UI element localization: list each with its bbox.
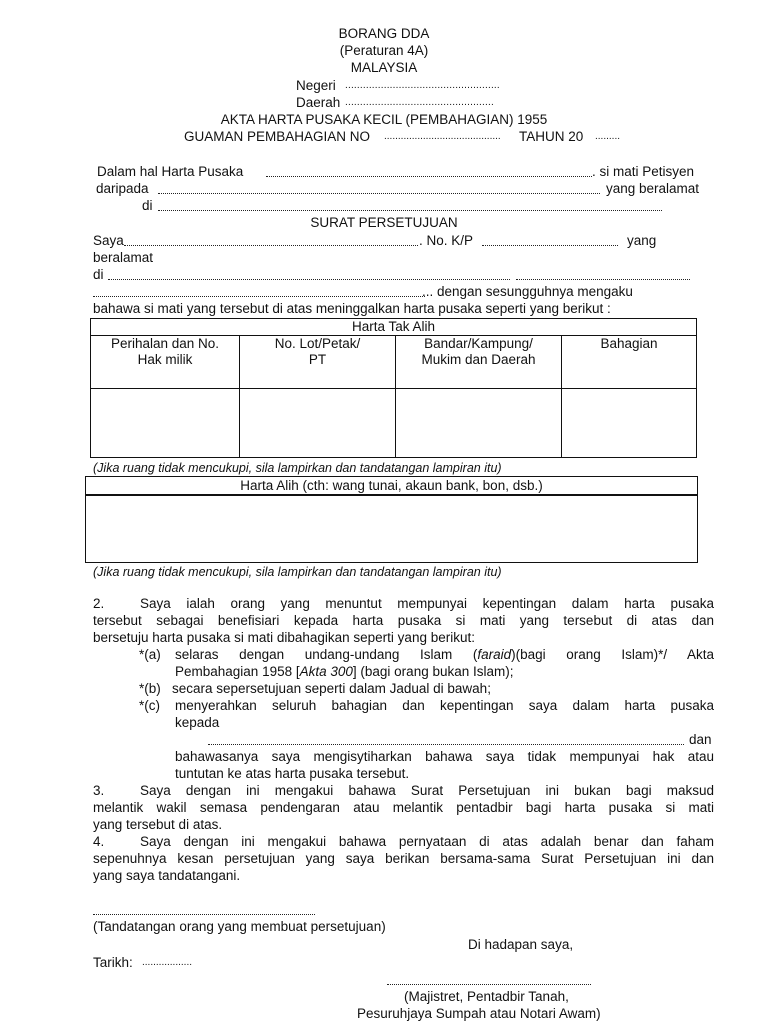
table-cell-lot[interactable] xyxy=(240,389,396,458)
year-label: TAHUN 20 xyxy=(519,129,584,144)
year-field[interactable]: ......... xyxy=(595,131,621,142)
officer-title-line-1: (Majistret, Pentadbir Tanah, xyxy=(404,989,569,1004)
immovable-title: Harta Tak Alih xyxy=(91,319,697,336)
petitioner-address-field[interactable] xyxy=(158,210,662,211)
option-c-line-4: bahawasanya saya mengisytiharkan bahawa saya tidak mempunyai hak atau xyxy=(175,749,714,764)
table-cell-share[interactable] xyxy=(562,389,697,458)
column-header-description: Perihalan dan No. Hak milik xyxy=(91,336,240,389)
clause-4-line-1: Saya dengan ini mengakui bahawa pernyataan di atas adalah benar dan faham xyxy=(140,834,714,849)
immovable-property-table xyxy=(90,318,697,458)
case-number-label: GUAMAN PEMBAHAGIAN NO xyxy=(184,129,371,144)
address-field-2[interactable] xyxy=(516,279,690,280)
signer-signature-field[interactable] xyxy=(93,914,315,915)
signer-signature-label: (Tandatangan orang yang membuat persetujuan) xyxy=(93,919,386,934)
address-field-3[interactable] xyxy=(93,296,425,297)
district-field[interactable]: .................................................. xyxy=(345,97,494,108)
deceased-petition-label: . si mati Petisyen xyxy=(592,164,695,179)
clause-2-line-3: bersetuju harta pusaka si mati dibahagikan seperti yang berikut: xyxy=(93,630,475,645)
estate-label: Dalam hal Harta Pusaka xyxy=(97,164,244,179)
state-label: Negeri xyxy=(296,78,336,93)
act-title: AKTA HARTA PUSAKA KECIL (PEMBAHAGIAN) 1955 xyxy=(220,112,548,127)
date-label: Tarikh: xyxy=(93,955,133,970)
consent-title: SURAT PERSETUJUAN xyxy=(310,215,458,230)
clause-3-line-1: Saya dengan ini mengakui bahawa Surat Persetujuan ini bukan bagi maksud xyxy=(140,783,714,798)
immovable-note: (Jika ruang tidak mencukupi, sila lampirkan dan tandatangan lampiran itu) xyxy=(93,461,502,475)
case-number-field[interactable]: .......................................... xyxy=(384,131,501,142)
country-label: MALAYSIA xyxy=(350,60,418,75)
regulation-label: (Peraturan 4A) xyxy=(339,43,429,58)
estate-field[interactable] xyxy=(266,176,592,177)
option-c-label[interactable]: *(c) xyxy=(139,698,160,713)
saya-label: Saya xyxy=(93,233,124,248)
option-c-line-2: kepada xyxy=(175,715,220,730)
column-header-location: Bandar/Kampung/ Mukim dan Daerah xyxy=(396,336,562,389)
officer-signature-field[interactable] xyxy=(387,984,591,985)
movable-note: (Jika ruang tidak mencukupi, sila lampirkan dan tandatangan lampiran itu) xyxy=(93,565,502,579)
date-field[interactable]: .................. xyxy=(142,957,193,968)
option-a-line-2: Pembahagian 1958 [Akta 300] (bagi orang bukan Islam); xyxy=(175,664,514,679)
clause-3-line-3: yang tersebut di atas. xyxy=(93,817,223,832)
state-field[interactable]: .................................................... xyxy=(345,80,500,91)
option-c-line-5: tuntutan ke atas harta pusaka tersebut. xyxy=(175,766,410,781)
clause-2-line-2: tersebut sebagai benefisiari kepada harta pusaka si mati yang tersebut di atas dan xyxy=(93,613,714,628)
petitioner-field[interactable] xyxy=(158,193,600,194)
beralamat-label: beralamat xyxy=(93,250,154,265)
movable-title: Harta Alih (cth: wang tunai, akaun bank, bon, dsb.) xyxy=(85,476,698,496)
clause-4-number: 4. xyxy=(93,834,105,849)
clause-2-line-1: Saya ialah orang yang menuntut mempunyai kepentingan dalam harta pusaka xyxy=(140,596,714,611)
table-cell-description[interactable] xyxy=(91,389,240,458)
movable-property-field[interactable] xyxy=(85,494,698,563)
option-c-line-1: menyerahkan seluruh bahagian dan kepentingan saya dalam harta pusaka xyxy=(175,698,714,713)
officer-title-line-2: Pesuruhjaya Sumpah atau Notari Awam) xyxy=(357,1006,601,1021)
declaration-label: ... dengan sesungguhnya mengaku xyxy=(422,284,633,299)
ic-field[interactable] xyxy=(482,245,618,246)
clause-4-line-3: yang saya tandatangani. xyxy=(93,868,241,883)
district-label: Daerah xyxy=(296,95,341,110)
option-b-text: secara sepersetujuan seperti dalam Jadual di bawah; xyxy=(172,681,491,696)
clause-2-number: 2. xyxy=(93,596,105,611)
address-label: yang beralamat xyxy=(606,181,700,196)
clause-3-line-2: melantik wakil semasa pendengaran atau melantik pentadbir bagi harta pusaka si mati xyxy=(93,800,714,815)
option-a-line-1: selaras dengan undang-undang Islam (faraid)(bagi orang Islam)*/ Akta xyxy=(175,647,714,662)
column-header-lot: No. Lot/Petak/ PT xyxy=(240,336,396,389)
option-a-label[interactable]: *(a) xyxy=(139,647,161,662)
option-b-label[interactable]: *(b) xyxy=(139,681,161,696)
from-label: daripada xyxy=(96,181,149,196)
clause-4-line-2: sepenuhnya kesan persetujuan yang saya berikan bersama-sama Surat Persetujuan ini dan xyxy=(93,851,714,866)
clause-3-number: 3. xyxy=(93,783,105,798)
at-label: di xyxy=(142,198,153,213)
address-field-1[interactable] xyxy=(108,279,510,280)
ic-label: . No. K/P xyxy=(419,233,474,248)
column-header-share: Bahagian xyxy=(562,336,697,389)
option-c-dan: dan xyxy=(689,732,712,747)
estate-statement: bahawa si mati yang tersebut di atas meninggalkan harta pusaka seperti yang berikut : xyxy=(93,301,611,316)
witness-label: Di hadapan saya, xyxy=(468,937,574,952)
recipient-field[interactable] xyxy=(208,744,684,745)
yang-label: yang xyxy=(627,233,657,248)
table-cell-location[interactable] xyxy=(396,389,562,458)
di-label: di xyxy=(93,267,104,282)
name-field[interactable] xyxy=(124,245,418,246)
form-title: BORANG DDA xyxy=(338,26,430,41)
